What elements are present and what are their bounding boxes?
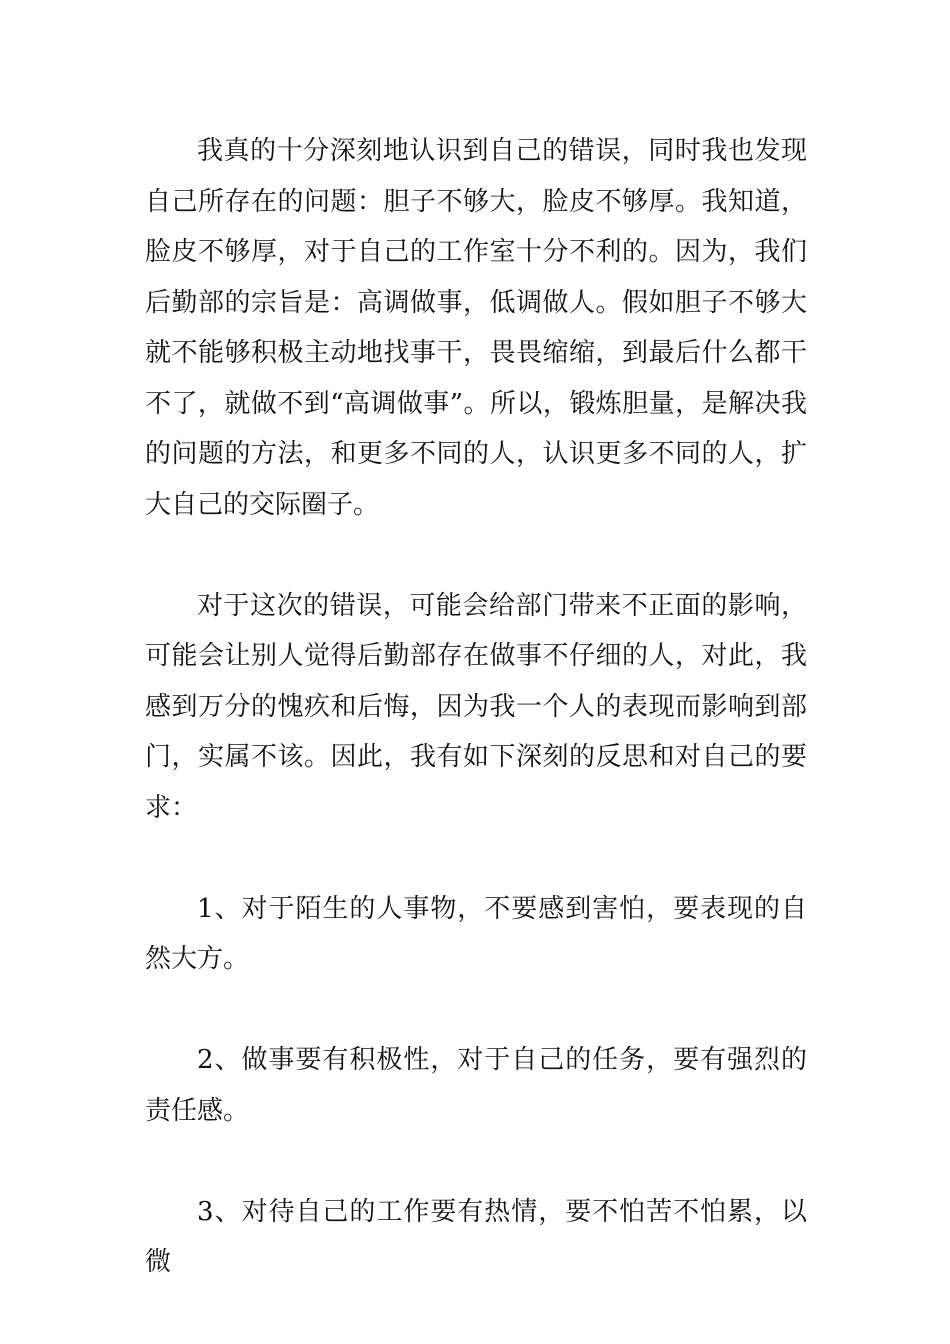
paragraph-item-3: 3、对待自己的工作要有热情，要不怕苦不怕累，以微	[145, 1196, 807, 1277]
paragraph-item-1: 1、对于陌生的人事物，不要感到害怕，要表现的自然大方。	[145, 893, 807, 974]
document-body	[145, 126, 807, 1288]
paragraph-impact: 对于这次的错误，可能会给部门带来不正面的影响，可能会让别人觉得后勤部存在做事不仔细的人，对此，我感到万分的愧疚和后悔，因为我一个人的表现而影响到部门，实属不该。因此，我有如下深刻的反思和对自己的要求：	[145, 590, 807, 823]
paragraph-item-2: 2、做事要有积极性，对于自己的任务，要有强烈的责任感。	[145, 1045, 807, 1126]
paragraph-reflection: 我真的十分深刻地认识到自己的错误，同时我也发现自己所存在的问题：胆子不够大，脸皮不够厚。我知道，脸皮不够厚，对于自己的工作室十分不利的。因为，我们后勤部的宗旨是：高调做事，低调做人。假如胆子不够大就不能够积极主动地找事干，畏畏缩缩，到最后什么都干不了，就做不到“高调做事”。所以，锻炼胆量，是解决我的问题的方法，和更多不同的人，认识更多不同的人，扩大自己的交际圈子。	[145, 136, 807, 520]
